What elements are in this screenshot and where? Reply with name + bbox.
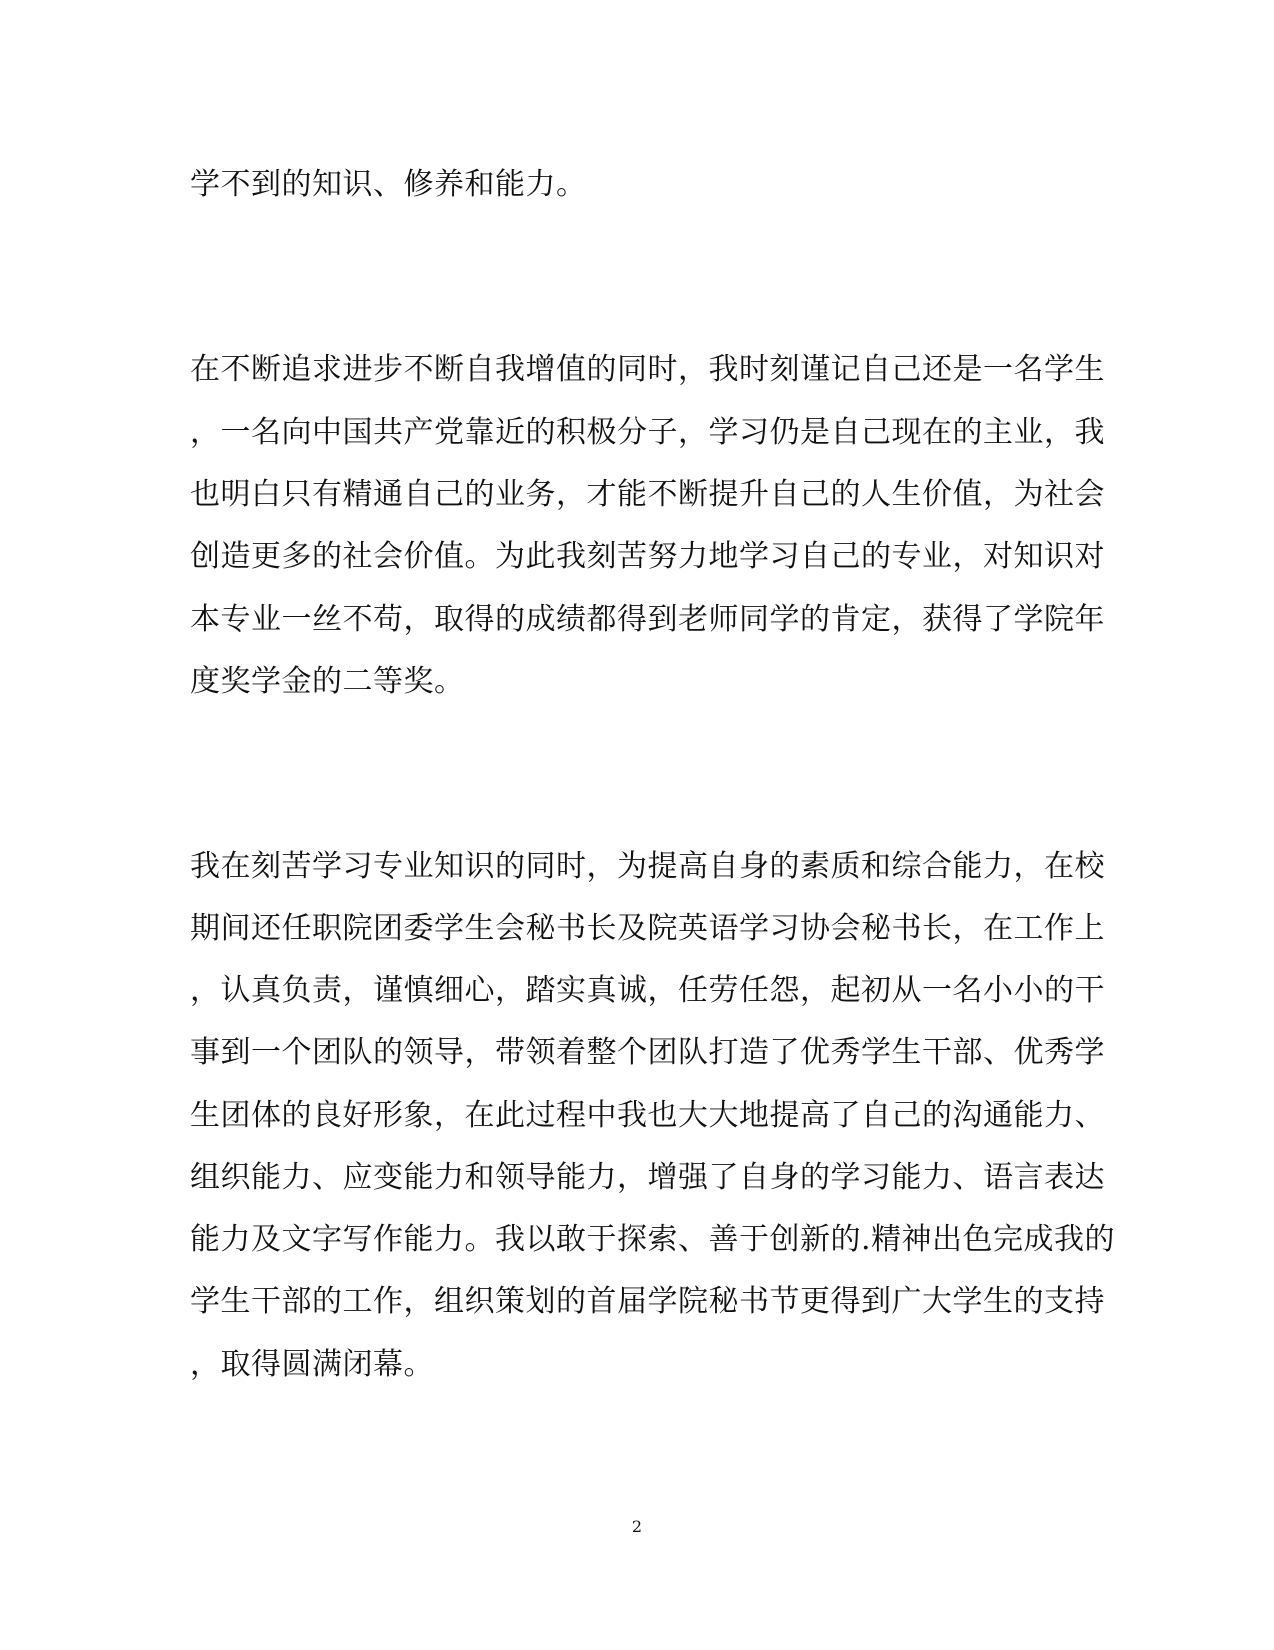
paragraph-1-line-1: 学不到的知识、修养和能力。 xyxy=(190,167,587,202)
paragraph-3-line-4: 事到一个团队的领导，带领着整个团队打造了优秀学生干部、优秀学 xyxy=(190,1035,1105,1070)
paragraph-3-line-8: 学生干部的工作，组织策划的首届学院秘书节更得到广大学生的支持 xyxy=(190,1284,1105,1319)
paragraph-2-line-5: 本专业一丝不苟，取得的成绩都得到老师同学的肯定，获得了学院年 xyxy=(190,602,1105,637)
paragraph-2-line-2: ，一名向中国共产党靠近的积极分子，学习仍是自己现在的主业，我 xyxy=(190,415,1105,450)
page-number: 2 xyxy=(631,1517,643,1536)
paragraph-2-line-4: 创造更多的社会价值。为此我刻苦努力地学习自己的专业，对知识对 xyxy=(190,539,1105,574)
paragraph-3-line-6: 组织能力、应变能力和领导能力，增强了自身的学习能力、语言表达 xyxy=(190,1160,1105,1195)
paragraph-3-line-5: 生团体的良好形象，在此过程中我也大大地提高了自己的沟通能力、 xyxy=(190,1098,1105,1133)
paragraph-3-line-1: 我在刻苦学习专业知识的同时，为提高自身的素质和综合能力，在校 xyxy=(190,849,1105,884)
paragraph-2-line-6: 度奖学金的二等奖。 xyxy=(190,664,465,699)
paragraph-3-line-7: 能力及文字写作能力。我以敢于探索、善于创新的.精神出色完成我的 xyxy=(190,1222,1116,1257)
paragraph-3-line-2: 期间还任职院团委学生会秘书长及院英语学习协会秘书长，在工作上 xyxy=(190,911,1105,946)
paragraph-2-line-1: 在不断追求进步不断自我增值的同时，我时刻谨记自己还是一名学生 xyxy=(190,352,1105,387)
paragraph-2-line-3: 也明白只有精通自己的业务，才能不断提升自己的人生价值，为社会 xyxy=(190,477,1105,512)
paragraph-3-line-3: ，认真负责，谨慎细心，踏实真诚，任劳任怨，起初从一名小小的干 xyxy=(190,973,1105,1008)
paragraph-3-line-9: ，取得圆满闭幕。 xyxy=(190,1347,434,1382)
